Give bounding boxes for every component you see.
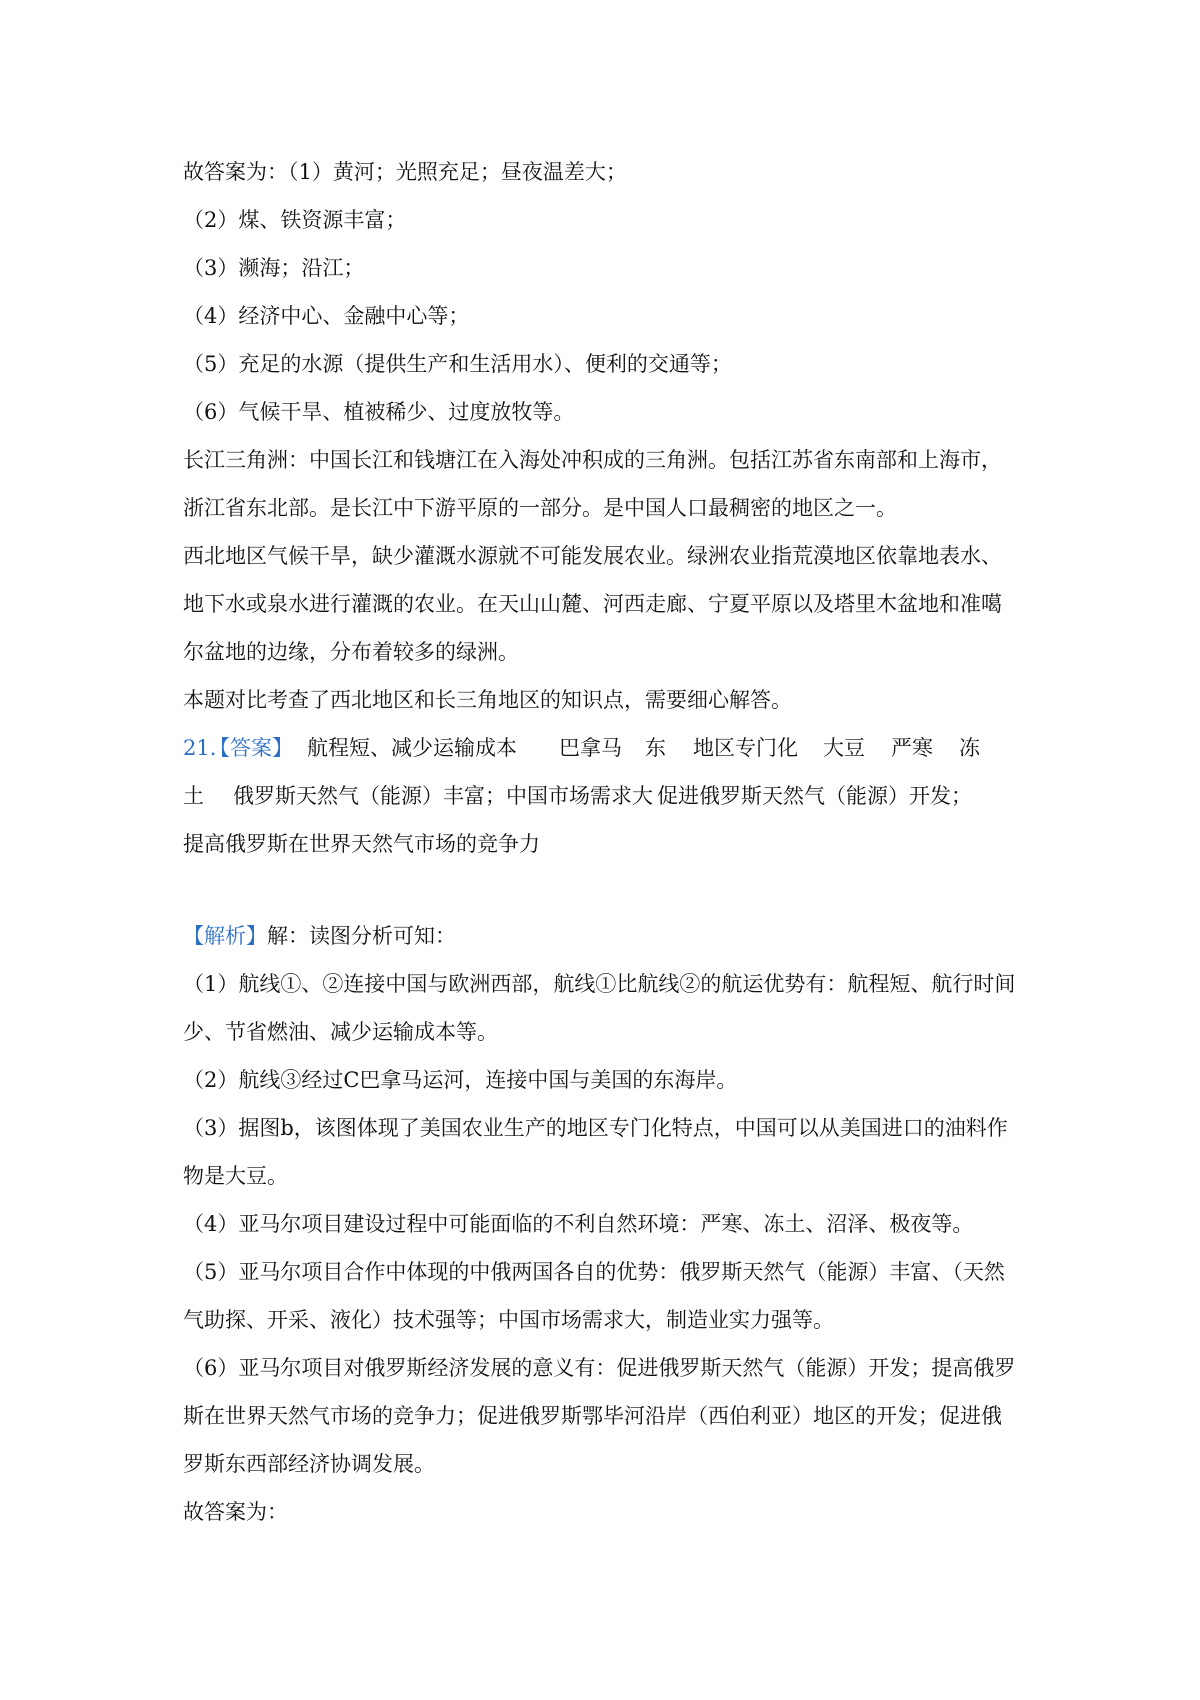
answer-item: 巴拿马	[559, 736, 622, 760]
delta-paragraph-line-1: 长江三角洲：中国长江和钱塘江在入海处冲积成的三角洲。包括江苏省东南部和上海市，	[183, 448, 1002, 472]
section-spacer	[183, 868, 1028, 912]
summary-item-4: （4）经济中心、金融中心等；	[183, 304, 470, 328]
analysis-p1-line-2: 少、节省燃油、减少运输成本等。	[183, 1020, 498, 1044]
analysis-p5-line-2: 气助探、开采、液化）技术强等；中国市场需求大，制造业实力强等。	[183, 1308, 834, 1332]
summary-item-6: （6）气候干旱、植被稀少、过度放牧等。	[183, 400, 575, 424]
analysis-p3-line-1: （3）据图b，该图体现了美国农业生产的地区专门化特点，中国可以从美国进口的油料作	[183, 1116, 1008, 1140]
analysis-p4: （4）亚马尔项目建设过程中可能面临的不利自然环境：严寒、冻土、沼泽、极夜等。	[183, 1212, 974, 1236]
conclusion-paragraph: 本题对比考查了西北地区和长三角地区的知识点，需要细心解答。	[183, 688, 792, 712]
northwest-paragraph-line-3: 尔盆地的边缘，分布着较多的绿洲。	[183, 640, 519, 664]
q21-answer-row-1	[183, 724, 1028, 772]
answer-item: 俄罗斯天然气（能源）丰富；中国市场需求大	[233, 784, 653, 808]
answer-item: 地区专门化	[693, 736, 798, 760]
answer-item: 严寒	[891, 736, 933, 760]
analysis-closing: 故答案为：	[183, 1500, 288, 1524]
answer-item: 冻	[959, 736, 980, 760]
delta-paragraph-line-2: 浙江省东北部。是长江中下游平原的一部分。是中国人口最稠密的地区之一。	[183, 496, 897, 520]
analysis-p3-line-2: 物是大豆。	[183, 1164, 288, 1188]
summary-item-3: （3）濒海；沿江；	[183, 256, 365, 280]
analysis-p6-line-2: 斯在世界天然气市场的竞争力；促进俄罗斯鄂毕河沿岸（西伯利亚）地区的开发；促进俄	[183, 1404, 1002, 1428]
answer-item: 航程短、减少运输成本	[307, 736, 517, 760]
analysis-p6-line-1: （6）亚马尔项目对俄罗斯经济发展的意义有：促进俄罗斯天然气（能源）开发；提高俄罗	[183, 1356, 1016, 1380]
summary-item-5: （5）充足的水源（提供生产和生活用水）、便利的交通等；	[183, 352, 732, 376]
answer-item: 土	[183, 784, 204, 808]
analysis-p5-line-1: （5）亚马尔项目合作中体现的中俄两国各自的优势：俄罗斯天然气（能源）丰富、（天然	[183, 1260, 1005, 1284]
analysis-intro: 解：读图分析可知：	[267, 924, 456, 948]
northwest-paragraph-line-1: 西北地区气候干旱，缺少灌溉水源就不可能发展农业。绿洲农业指荒漠地区依靠地表水、	[183, 544, 1002, 568]
q21-answer-row-2	[183, 772, 1028, 820]
answer-item: 促进俄罗斯天然气（能源）开发；	[657, 784, 972, 808]
summary-intro: 故答案为：（1）黄河；光照充足；昼夜温差大；	[183, 160, 627, 184]
question-number: 21.	[183, 736, 217, 760]
analysis-p2: （2）航线③经过C巴拿马运河，连接中国与美国的东海岸。	[183, 1068, 738, 1092]
northwest-paragraph-line-2: 地下水或泉水进行灌溉的农业。在天山山麓、河西走廊、宁夏平原以及塔里木盆地和准噶	[183, 592, 1002, 616]
analysis-p1-line-1: （1）航线①、②连接中国与欧洲西部，航线①比航线②的航运优势有：航程短、航行时间	[183, 972, 1016, 996]
answer-item: 东	[645, 736, 666, 760]
answer-tag: 【答案】	[209, 736, 293, 760]
summary-item-2: （2）煤、铁资源丰富；	[183, 208, 407, 232]
document-body	[183, 148, 1028, 1536]
analysis-p6-line-3: 罗斯东西部经济协调发展。	[183, 1452, 435, 1476]
answer-item: 大豆	[823, 736, 865, 760]
q21-answer-row-3: 提高俄罗斯在世界天然气市场的竞争力	[183, 832, 540, 856]
analysis-tag: 【解析】	[183, 924, 267, 948]
analysis-heading	[183, 912, 1028, 960]
